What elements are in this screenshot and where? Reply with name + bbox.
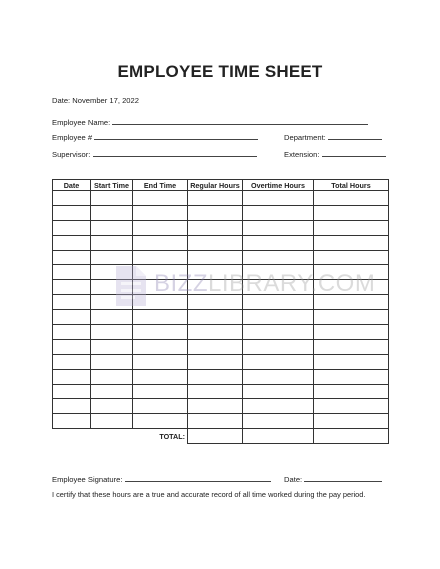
cell-end-time[interactable] bbox=[133, 220, 188, 235]
cell-regular-hours[interactable] bbox=[188, 191, 243, 206]
cell-end-time[interactable] bbox=[133, 339, 188, 354]
cell-date[interactable] bbox=[53, 265, 91, 280]
cell-end-time[interactable] bbox=[133, 191, 188, 206]
cell-date[interactable] bbox=[53, 205, 91, 220]
cell-regular-hours[interactable] bbox=[188, 369, 243, 384]
cell-end-time[interactable] bbox=[133, 205, 188, 220]
cell-regular-hours[interactable] bbox=[188, 205, 243, 220]
cell-end-time[interactable] bbox=[133, 414, 188, 429]
total-spacer bbox=[91, 429, 133, 444]
table-row bbox=[53, 191, 389, 206]
cell-date[interactable] bbox=[53, 369, 91, 384]
cell-total-hours[interactable] bbox=[314, 325, 389, 340]
cell-overtime-hours[interactable] bbox=[243, 205, 314, 220]
column-header-regular-hours: Regular Hours bbox=[188, 180, 243, 191]
signature-label: Employee Signature: bbox=[52, 475, 123, 484]
cell-total-hours[interactable] bbox=[314, 399, 389, 414]
total-overtime-hours-cell[interactable] bbox=[243, 429, 314, 444]
cell-overtime-hours[interactable] bbox=[243, 325, 314, 340]
total-spacer bbox=[53, 429, 91, 444]
cell-date[interactable] bbox=[53, 295, 91, 310]
department-row bbox=[284, 132, 382, 142]
cell-end-time[interactable] bbox=[133, 399, 188, 414]
cell-overtime-hours[interactable] bbox=[243, 220, 314, 235]
cell-start-time[interactable] bbox=[91, 220, 133, 235]
cell-end-time[interactable] bbox=[133, 235, 188, 250]
cell-regular-hours[interactable] bbox=[188, 235, 243, 250]
cell-overtime-hours[interactable] bbox=[243, 339, 314, 354]
cell-end-time[interactable] bbox=[133, 325, 188, 340]
cell-total-hours[interactable] bbox=[314, 235, 389, 250]
cell-regular-hours[interactable] bbox=[188, 414, 243, 429]
cell-start-time[interactable] bbox=[91, 414, 133, 429]
cell-start-time[interactable] bbox=[91, 339, 133, 354]
total-total-hours-cell[interactable] bbox=[314, 429, 389, 444]
cell-date[interactable] bbox=[53, 235, 91, 250]
cell-total-hours[interactable] bbox=[314, 414, 389, 429]
footer-date-field[interactable] bbox=[304, 474, 382, 482]
cell-end-time[interactable] bbox=[133, 384, 188, 399]
employee-number-label: Employee # bbox=[52, 133, 93, 142]
cell-date[interactable] bbox=[53, 414, 91, 429]
total-row bbox=[53, 429, 389, 444]
table-row bbox=[53, 220, 389, 235]
page-title: EMPLOYEE TIME SHEET bbox=[117, 62, 323, 81]
cell-total-hours[interactable] bbox=[314, 205, 389, 220]
footer-date-label: Date: bbox=[284, 475, 303, 484]
cell-date[interactable] bbox=[53, 339, 91, 354]
cell-regular-hours[interactable] bbox=[188, 399, 243, 414]
employee-number-field[interactable] bbox=[94, 132, 258, 140]
cell-regular-hours[interactable] bbox=[188, 325, 243, 340]
cell-date[interactable] bbox=[53, 384, 91, 399]
bizzlibrary-logo-icon bbox=[112, 264, 150, 308]
table-row bbox=[53, 384, 389, 399]
extension-field[interactable] bbox=[322, 149, 386, 157]
supervisor-field[interactable] bbox=[93, 149, 257, 157]
footer-date-row bbox=[284, 474, 382, 484]
cell-total-hours[interactable] bbox=[314, 384, 389, 399]
signature-field[interactable] bbox=[125, 474, 271, 482]
column-header-end-time: End Time bbox=[133, 180, 188, 191]
cell-regular-hours[interactable] bbox=[188, 354, 243, 369]
employee-name-row bbox=[52, 117, 368, 127]
total-label: TOTAL: bbox=[159, 431, 185, 441]
table-row bbox=[53, 235, 389, 250]
cell-overtime-hours[interactable] bbox=[243, 354, 314, 369]
cell-total-hours[interactable] bbox=[314, 354, 389, 369]
total-regular-hours-cell[interactable] bbox=[188, 429, 243, 444]
cell-start-time[interactable] bbox=[91, 235, 133, 250]
cell-date[interactable] bbox=[53, 325, 91, 340]
cell-start-time[interactable] bbox=[91, 399, 133, 414]
cell-total-hours[interactable] bbox=[314, 220, 389, 235]
table-header-row bbox=[53, 180, 389, 191]
employee-number-row bbox=[52, 132, 258, 142]
cell-regular-hours[interactable] bbox=[188, 384, 243, 399]
cell-date[interactable] bbox=[53, 280, 91, 295]
supervisor-label: Supervisor: bbox=[52, 150, 91, 159]
watermark-brand: BIZZ bbox=[154, 270, 208, 297]
cell-regular-hours[interactable] bbox=[188, 220, 243, 235]
cell-overtime-hours[interactable] bbox=[243, 235, 314, 250]
cell-overtime-hours[interactable] bbox=[243, 384, 314, 399]
cell-start-time[interactable] bbox=[91, 325, 133, 340]
cell-end-time[interactable] bbox=[133, 354, 188, 369]
cell-start-time[interactable] bbox=[91, 191, 133, 206]
date-line: Date: November 17, 2022 bbox=[52, 96, 139, 105]
cell-date[interactable] bbox=[53, 250, 91, 265]
employee-name-label: Employee Name: bbox=[52, 118, 111, 127]
extension-row bbox=[284, 149, 386, 159]
table-row bbox=[53, 399, 389, 414]
cell-regular-hours[interactable] bbox=[188, 339, 243, 354]
cell-total-hours[interactable] bbox=[314, 369, 389, 384]
employee-name-field[interactable] bbox=[112, 117, 368, 125]
cell-end-time[interactable] bbox=[133, 369, 188, 384]
cell-overtime-hours[interactable] bbox=[243, 414, 314, 429]
table-row bbox=[53, 414, 389, 429]
table-row bbox=[53, 205, 389, 220]
table-row bbox=[53, 354, 389, 369]
column-header-total-hours: Total Hours bbox=[314, 180, 389, 191]
cell-overtime-hours[interactable] bbox=[243, 399, 314, 414]
column-header-overtime-hours: Overtime Hours bbox=[243, 180, 314, 191]
cell-date[interactable] bbox=[53, 399, 91, 414]
cell-start-time[interactable] bbox=[91, 205, 133, 220]
cell-total-hours[interactable] bbox=[314, 191, 389, 206]
watermark-rest: LIBRARY.COM bbox=[208, 270, 376, 297]
cell-overtime-hours[interactable] bbox=[243, 369, 314, 384]
cell-overtime-hours[interactable] bbox=[243, 191, 314, 206]
cell-start-time[interactable] bbox=[91, 384, 133, 399]
department-field[interactable] bbox=[328, 132, 382, 140]
watermark-text bbox=[154, 270, 375, 298]
column-header-start-time: Start Time bbox=[91, 180, 133, 191]
cell-date[interactable] bbox=[53, 220, 91, 235]
supervisor-row bbox=[52, 149, 257, 159]
cell-total-hours[interactable] bbox=[314, 339, 389, 354]
table-row bbox=[53, 325, 389, 340]
column-header-date: Date bbox=[53, 180, 91, 191]
table-row bbox=[53, 339, 389, 354]
cell-date[interactable] bbox=[53, 191, 91, 206]
cell-date[interactable] bbox=[53, 310, 91, 325]
signature-row bbox=[52, 474, 271, 484]
watermark bbox=[112, 262, 376, 312]
table-row bbox=[53, 369, 389, 384]
cell-start-time[interactable] bbox=[91, 354, 133, 369]
cell-date[interactable] bbox=[53, 354, 91, 369]
cell-start-time[interactable] bbox=[91, 369, 133, 384]
certification-text: I certify that these hours are a true and accurate record of all time worked during the pay period. bbox=[52, 490, 366, 499]
department-label: Department: bbox=[284, 133, 326, 142]
extension-label: Extension: bbox=[284, 150, 320, 159]
